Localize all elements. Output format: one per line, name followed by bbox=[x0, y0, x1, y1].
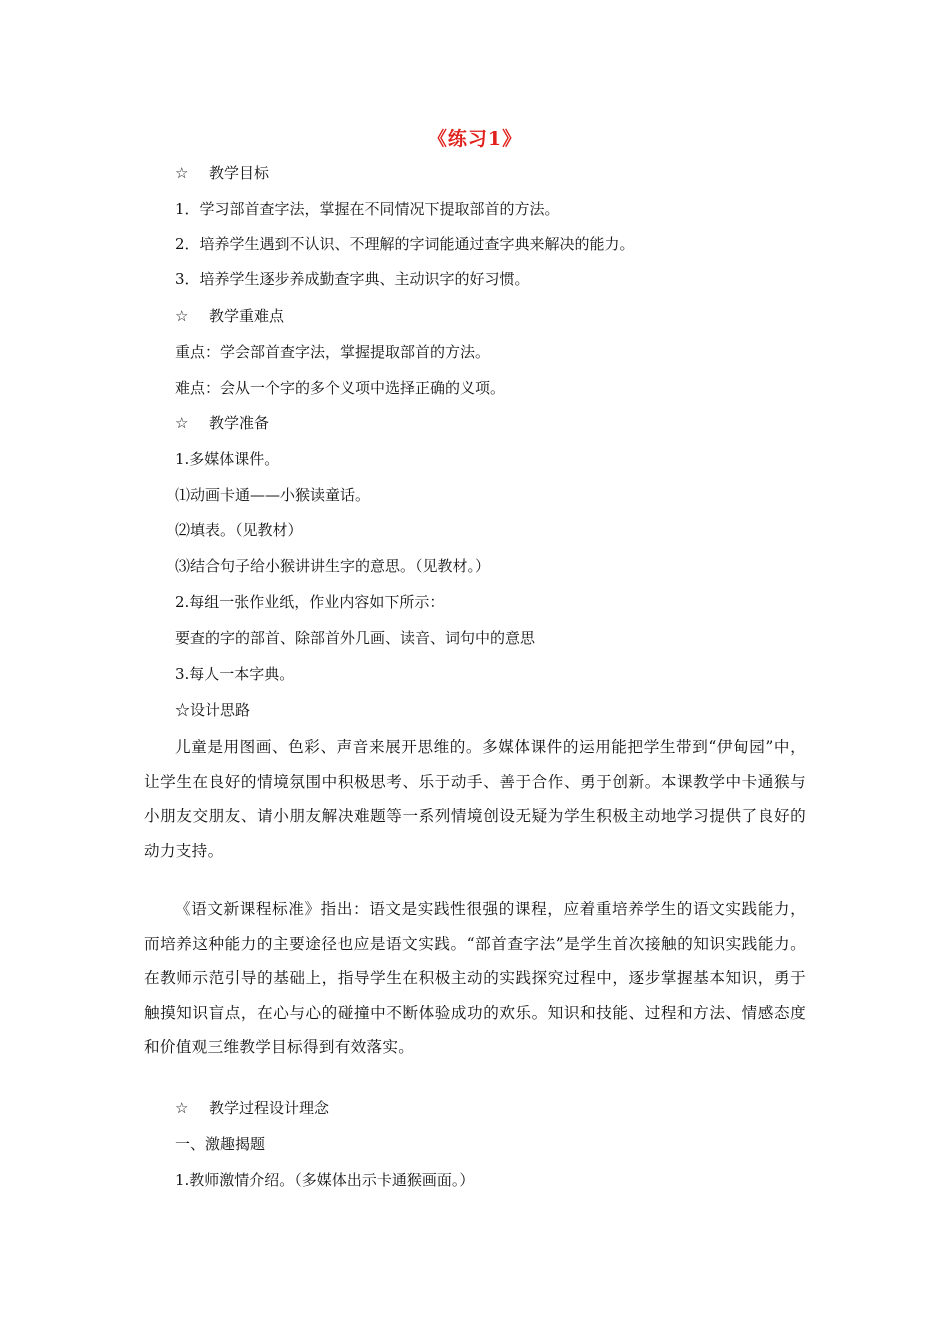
goals-heading: ☆ 教学目标 bbox=[175, 164, 270, 182]
keypoint-item: 难点：会从一个字的多个义项中选择正确的义项。 bbox=[175, 379, 506, 397]
process-item: 1.教师激情介绍。（多媒体出示卡通猴画面。） bbox=[175, 1171, 475, 1189]
process-heading: ☆ 教学过程设计理念 bbox=[175, 1099, 330, 1117]
star-icon: ☆ bbox=[175, 307, 189, 325]
design-paragraph: 儿童是用图画、色彩、声音来展开思维的。多媒体课件的运用能把学生带到“伊甸园”中，让学生在良好的情境氛围中积极思考、乐于动手、善于合作、勇于创新。本课教学中卡通猴与小朋友交朋友、请小朋友解决难题等一系列情境创设无疑为学生积极主动地学习提供了良好的动力支持。 bbox=[144, 738, 806, 860]
goal-item: 3．培养学生逐步养成勤查字典、主动识字的好习惯。 bbox=[175, 270, 530, 288]
keypoints-heading: ☆ 教学重难点 bbox=[175, 307, 285, 325]
star-icon: ☆ bbox=[175, 1099, 189, 1117]
process-subheading: 一、激趣揭题 bbox=[175, 1135, 266, 1153]
prep-item: 2.每组一张作业纸，作业内容如下所示： bbox=[175, 593, 445, 611]
document-title: 《练习1》 bbox=[427, 128, 523, 150]
star-icon: ☆ bbox=[175, 164, 189, 182]
prep-heading: ☆ 教学准备 bbox=[175, 414, 270, 432]
goal-item: 2．培养学生遇到不认识、不理解的字词能通过查字典来解决的能力。 bbox=[175, 235, 635, 253]
prep-item: 要查的字的部首、除部首外几画、读音、词句中的意思 bbox=[175, 629, 536, 647]
prep-item: ⑵填表。（见教材） bbox=[175, 521, 303, 539]
star-icon: ☆ bbox=[175, 414, 189, 432]
design-heading: ☆设计思路 bbox=[175, 701, 251, 719]
prep-item: 1.多媒体课件。 bbox=[175, 450, 280, 468]
design-paragraph: 《语文新课程标准》指出：语文是实践性很强的课程，应着重培养学生的语文实践能力，而培养这种能力的主要途径也应是语文实践。“部首查字法”是学生首次接触的知识实践能力。在教师示范引导的基础上，指导学生在积极主动的实践探究过程中，逐步掌握基本知识，勇于触摸知识盲点，在心与心的碰撞中不断体验成功的欢乐。知识和技能、过程和方法、情感态度和价值观三维教学目标得到有效落实。 bbox=[144, 900, 806, 1056]
prep-item: 3.每人一本字典。 bbox=[175, 665, 295, 683]
goal-item: 1．学习部首查字法，掌握在不同情况下提取部首的方法。 bbox=[175, 200, 560, 218]
prep-item: ⑶结合句子给小猴讲讲生字的意思。（见教材。） bbox=[175, 557, 491, 575]
prep-item: ⑴动画卡通——小猴读童话。 bbox=[175, 486, 371, 504]
keypoint-item: 重点：学会部首查字法，掌握提取部首的方法。 bbox=[175, 343, 491, 361]
